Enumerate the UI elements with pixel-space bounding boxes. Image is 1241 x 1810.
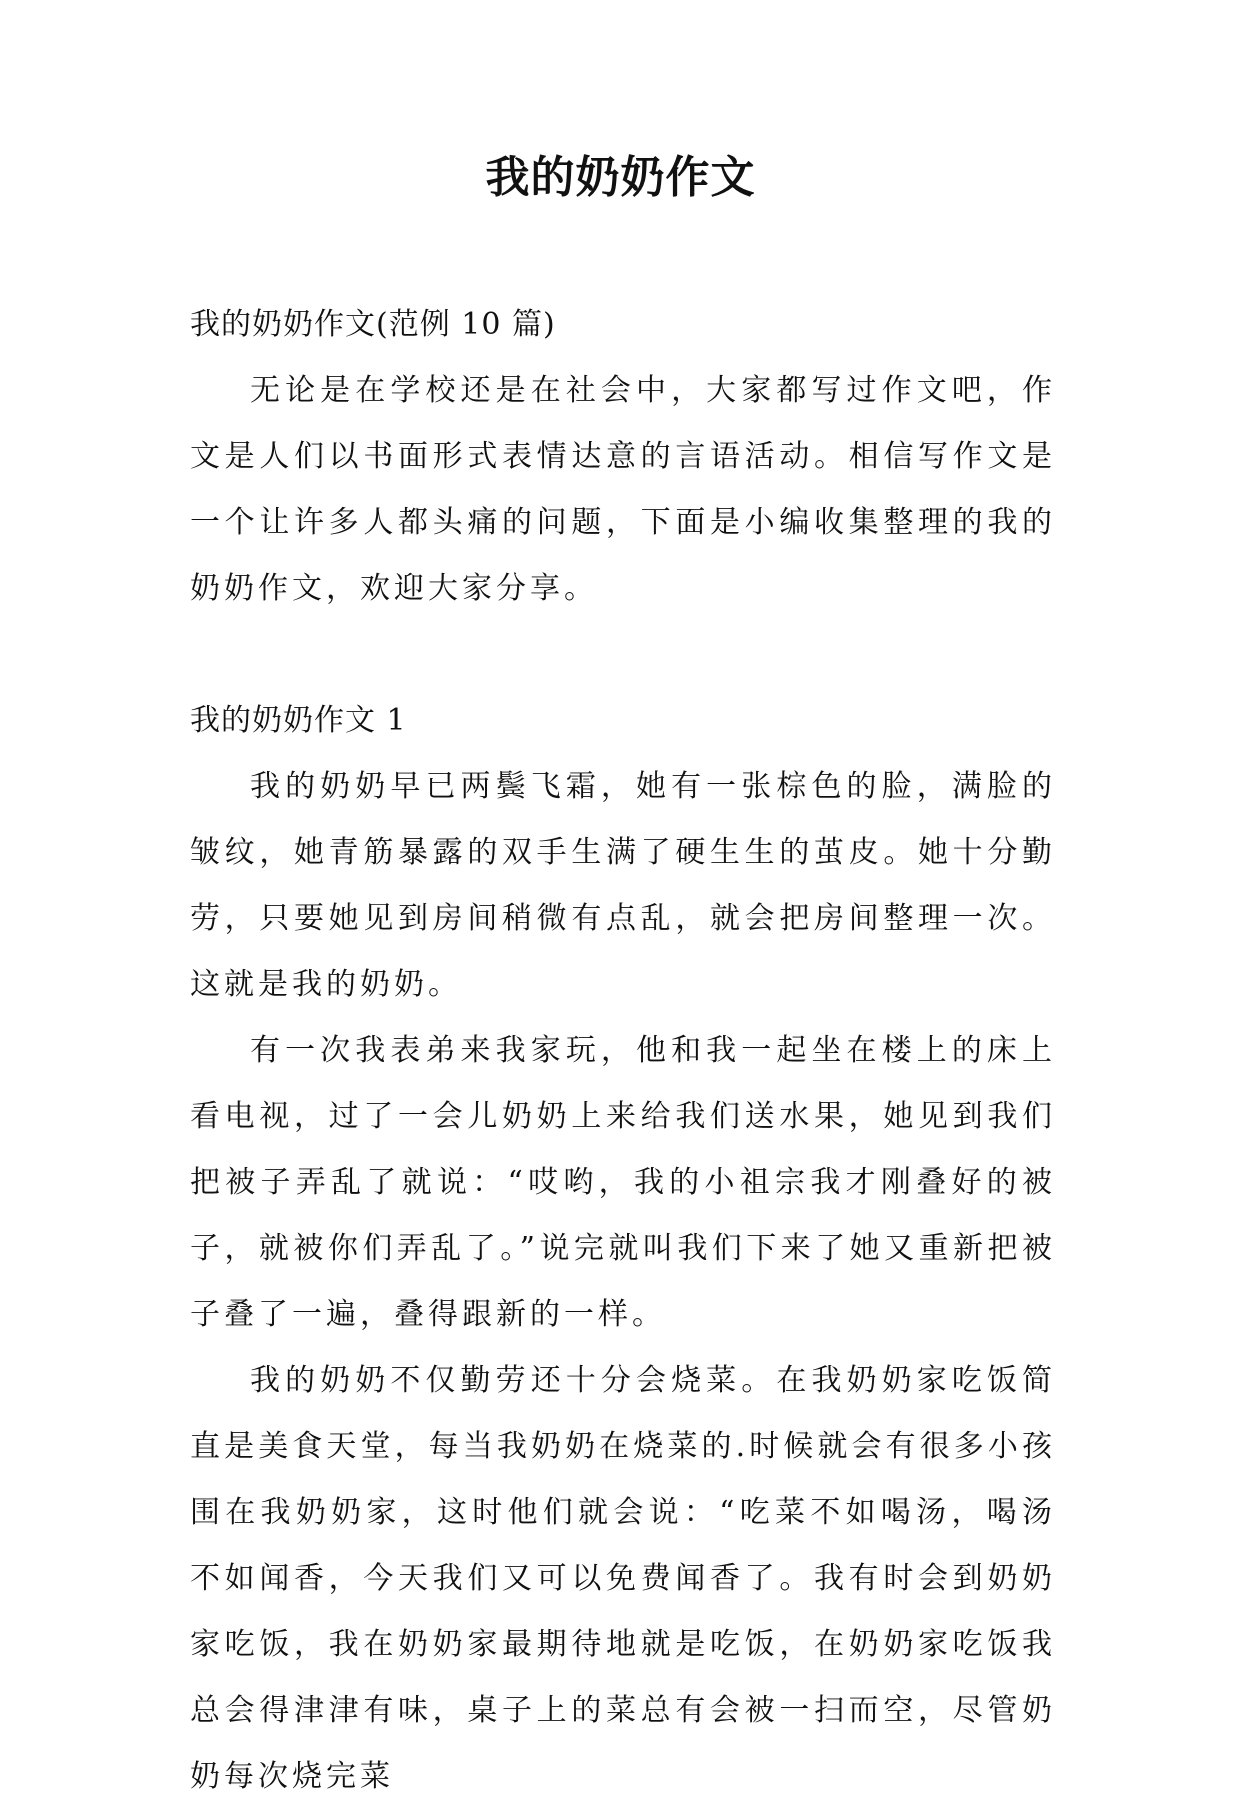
body-paragraph: 我的奶奶早已两鬓飞霜，她有一张棕色的脸，满脸的皱纹，她青筋暴露的双手生满了硬生生的茧皮。她十分勤劳，只要她见到房间稍微有点乱，就会把房间整理一次。这就是我的奶奶。 xyxy=(190,769,1056,1002)
document-body xyxy=(190,292,1056,1810)
document-title: 我的奶奶作文 xyxy=(485,152,756,203)
document-subtitle: 我的奶奶作文(范例 10 篇) xyxy=(190,307,556,342)
body-paragraph: 有一次我表弟来我家玩，他和我一起坐在楼上的床上看电视，过了一会儿奶奶上来给我们送水果，她见到我们把被子弄乱了就说：“哎哟，我的小祖宗我才刚叠好的被子，就被你们弄乱了。”说完就叫我们下来了她又重新把被子叠了一遍，叠得跟新的一样。 xyxy=(190,1033,1056,1332)
body-paragraph: 我的奶奶不仅勤劳还十分会烧菜。在我奶奶家吃饭简直是美食天堂，每当我奶奶在烧菜的.时候就会有很多小孩围在我奶奶家，这时他们就会说：“吃菜不如喝汤，喝汤不如闻香，今天我们又可以免费闻香了。我有时会到奶奶家吃饭，我在奶奶家最期待地就是吃饭，在奶奶家吃饭我总会得津津有味，桌子上的菜总有会被一扫而空，尽管奶奶每次烧完菜 xyxy=(190,1363,1056,1794)
section-heading: 我的奶奶作文 1 xyxy=(190,703,407,738)
intro-paragraph: 无论是在学校还是在社会中，大家都写过作文吧，作文是人们以书面形式表情达意的言语活动。相信写作文是一个让许多人都头痛的问题，下面是小编收集整理的我的奶奶作文，欢迎大家分享。 xyxy=(190,373,1056,606)
